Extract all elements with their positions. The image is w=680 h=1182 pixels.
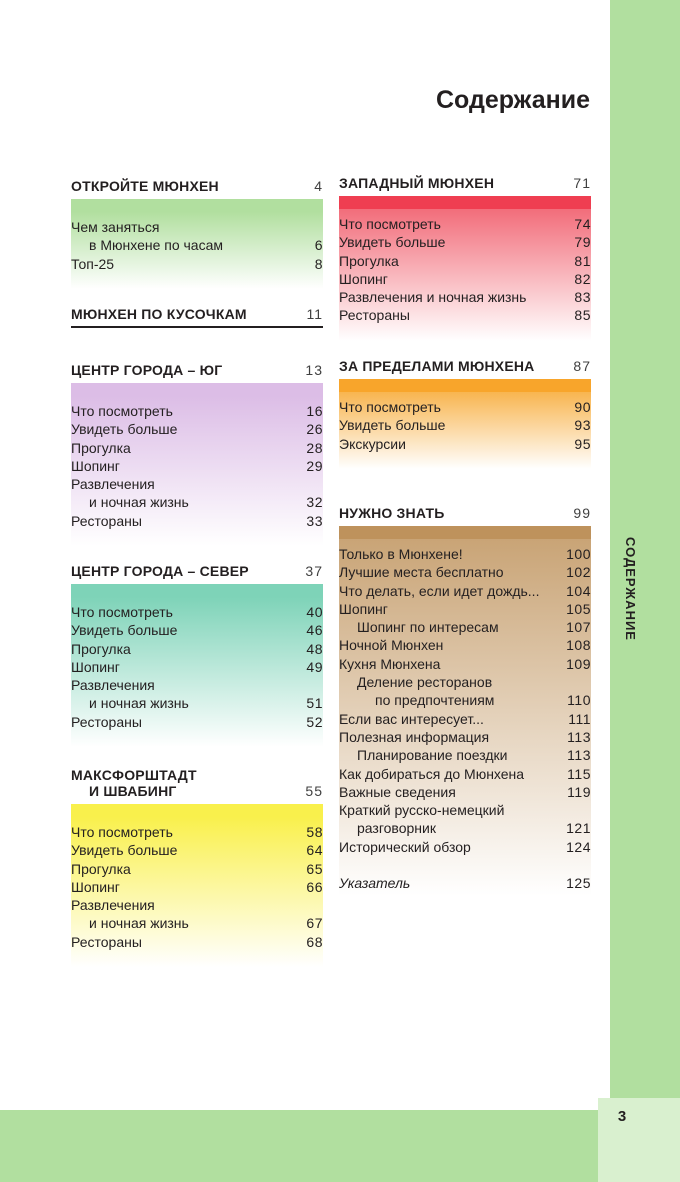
toc-entry[interactable]: Что посмотреть 16 xyxy=(71,403,323,419)
section-color-bar xyxy=(339,379,591,392)
section-page: 71 xyxy=(573,175,591,191)
toc-entry[interactable]: Топ-25 8 xyxy=(71,255,323,272)
side-color-band xyxy=(610,0,680,1182)
toc-entry[interactable]: Чем заняться xyxy=(71,219,160,235)
toc-entry[interactable]: Увидеть больше 64 xyxy=(71,842,323,859)
toc-entry[interactable]: Лучшие места бесплатно 102 xyxy=(339,564,591,581)
section-color-bar xyxy=(339,196,591,209)
toc-section-outside xyxy=(339,358,591,469)
section-body xyxy=(339,539,591,896)
toc-entry[interactable]: и ночная жизнь 67 xyxy=(89,915,323,932)
side-section-label: СОДЕРЖАНИЕ xyxy=(623,537,638,641)
section-body xyxy=(71,817,323,967)
toc-entry[interactable]: Ночной Мюнхен 108 xyxy=(339,637,591,654)
section-body xyxy=(339,209,591,341)
toc-entry[interactable]: Если вас интересует... 111 xyxy=(339,710,591,727)
toc-section-center-south xyxy=(71,362,323,546)
section-color-bar xyxy=(71,804,323,817)
toc-section-header[interactable] xyxy=(339,505,591,521)
section-color-bar xyxy=(339,526,591,539)
toc-section-pieces xyxy=(71,306,323,328)
toc-entry[interactable]: Развлечения xyxy=(71,897,155,914)
toc-entry[interactable]: Исторический обзор 124 xyxy=(339,838,591,855)
toc-entry[interactable]: Шопинг 66 xyxy=(71,878,323,895)
toc-entry[interactable]: Шопинг 29 xyxy=(71,457,323,474)
toc-entry[interactable]: Как добираться до Мюнхена 115 xyxy=(339,765,591,782)
toc-entry[interactable]: Увидеть больше 79 xyxy=(339,234,591,251)
section-body xyxy=(339,392,591,469)
toc-entry[interactable]: Только в Мюнхене! 100 xyxy=(339,546,591,562)
toc-section-west xyxy=(339,175,591,341)
toc-entry[interactable]: Рестораны 52 xyxy=(71,713,323,730)
section-page: 37 xyxy=(305,563,323,579)
bottom-color-band xyxy=(0,1110,610,1182)
toc-entry[interactable]: в Мюнхене по часам 6 xyxy=(89,237,323,254)
toc-section-header[interactable] xyxy=(339,358,591,374)
toc-entry[interactable]: разговорник 121 xyxy=(357,820,591,837)
toc-entry[interactable]: Кухня Мюнхена 109 xyxy=(339,655,591,672)
toc-section-header[interactable] xyxy=(71,765,323,799)
toc-section-header[interactable] xyxy=(71,563,323,579)
section-color-bar xyxy=(71,584,323,597)
toc-entry[interactable]: Планирование поездки 113 xyxy=(357,747,591,764)
section-page: 55 xyxy=(305,783,323,799)
toc-entry[interactable]: и ночная жизнь 51 xyxy=(89,695,323,712)
toc-section-header[interactable] xyxy=(71,178,323,194)
section-title: МЮНХЕН ПО КУСОЧКАМ xyxy=(71,306,247,322)
toc-entry[interactable]: Экскурсии 95 xyxy=(339,435,591,452)
toc-entry[interactable]: Увидеть больше 93 xyxy=(339,417,591,434)
toc-entry[interactable]: Развлечения и ночная жизнь 83 xyxy=(339,289,591,306)
toc-entry[interactable]: Рестораны 85 xyxy=(339,307,591,324)
toc-entry[interactable]: и ночная жизнь 32 xyxy=(89,494,323,511)
toc-entry[interactable]: Что делать, если идет дождь... 104 xyxy=(339,582,591,599)
toc-entry[interactable]: Шопинг по интересам 107 xyxy=(357,619,591,636)
toc-entry[interactable]: Рестораны 33 xyxy=(71,512,323,529)
section-title: ЗА ПРЕДЕЛАМИ МЮНХЕНА xyxy=(339,358,535,374)
section-page: 13 xyxy=(305,362,323,378)
toc-entry[interactable]: Шопинг 49 xyxy=(71,658,323,675)
toc-entry-index[interactable]: Указатель 125 xyxy=(339,875,591,892)
page-number: 3 xyxy=(617,1108,627,1125)
section-title: ЦЕНТР ГОРОДА – ЮГ xyxy=(71,362,223,378)
section-color-bar xyxy=(71,199,323,212)
toc-section-center-north xyxy=(71,563,323,747)
toc-entry[interactable]: Полезная информация 113 xyxy=(339,728,591,745)
toc-section-header[interactable] xyxy=(71,306,323,328)
section-title: НУЖНО ЗНАТЬ xyxy=(339,505,445,521)
toc-entry[interactable]: Прогулка 81 xyxy=(339,252,591,269)
toc-entry[interactable]: Что посмотреть 90 xyxy=(339,399,591,415)
section-body xyxy=(71,212,323,289)
toc-section-maxvorstadt xyxy=(71,765,323,967)
toc-entry[interactable]: Что посмотреть 74 xyxy=(339,216,591,232)
toc-section-header[interactable] xyxy=(71,362,323,378)
section-title: ОТКРОЙТЕ МЮНХЕН xyxy=(71,178,219,194)
section-color-bar xyxy=(71,383,323,396)
section-title: ЦЕНТР ГОРОДА – СЕВЕР xyxy=(71,563,249,579)
toc-entry[interactable]: Шопинг 82 xyxy=(339,270,591,287)
toc-entry[interactable]: Деление ресторанов xyxy=(357,674,493,691)
toc-entry[interactable]: Что посмотреть 40 xyxy=(71,604,323,620)
section-title: МАКСФОРШТАДТ И ШВАБИНГ xyxy=(71,767,197,799)
page-title: Содержание xyxy=(435,86,590,114)
section-body xyxy=(71,597,323,747)
toc-section-discover xyxy=(71,178,323,289)
toc-entry[interactable]: Увидеть больше 46 xyxy=(71,622,323,639)
section-page: 11 xyxy=(306,306,323,322)
toc-entry[interactable]: Рестораны 68 xyxy=(71,933,323,950)
toc-entry[interactable]: Прогулка 28 xyxy=(71,439,323,456)
toc-entry[interactable]: Развлечения xyxy=(71,476,155,493)
section-page: 99 xyxy=(573,505,591,521)
toc-entry[interactable]: Краткий русско-немецкий xyxy=(339,802,505,819)
section-page: 4 xyxy=(314,178,323,194)
toc-entry[interactable]: Увидеть больше 26 xyxy=(71,421,323,438)
section-page: 87 xyxy=(573,358,591,374)
toc-section-header[interactable] xyxy=(339,175,591,191)
toc-entry[interactable]: Прогулка 65 xyxy=(71,860,323,877)
section-title: ЗАПАДНЫЙ МЮНХЕН xyxy=(339,175,495,191)
toc-entry[interactable]: Прогулка 48 xyxy=(71,640,323,657)
toc-section-need-to-know xyxy=(339,505,591,896)
toc-entry[interactable]: Шопинг 105 xyxy=(339,600,591,617)
toc-entry[interactable]: Развлечения xyxy=(71,677,155,694)
toc-entry[interactable]: Важные сведения 119 xyxy=(339,783,591,800)
toc-entry[interactable]: Что посмотреть 58 xyxy=(71,824,323,840)
toc-entry[interactable]: по предпочтениям 110 xyxy=(375,692,591,709)
section-body xyxy=(71,396,323,546)
